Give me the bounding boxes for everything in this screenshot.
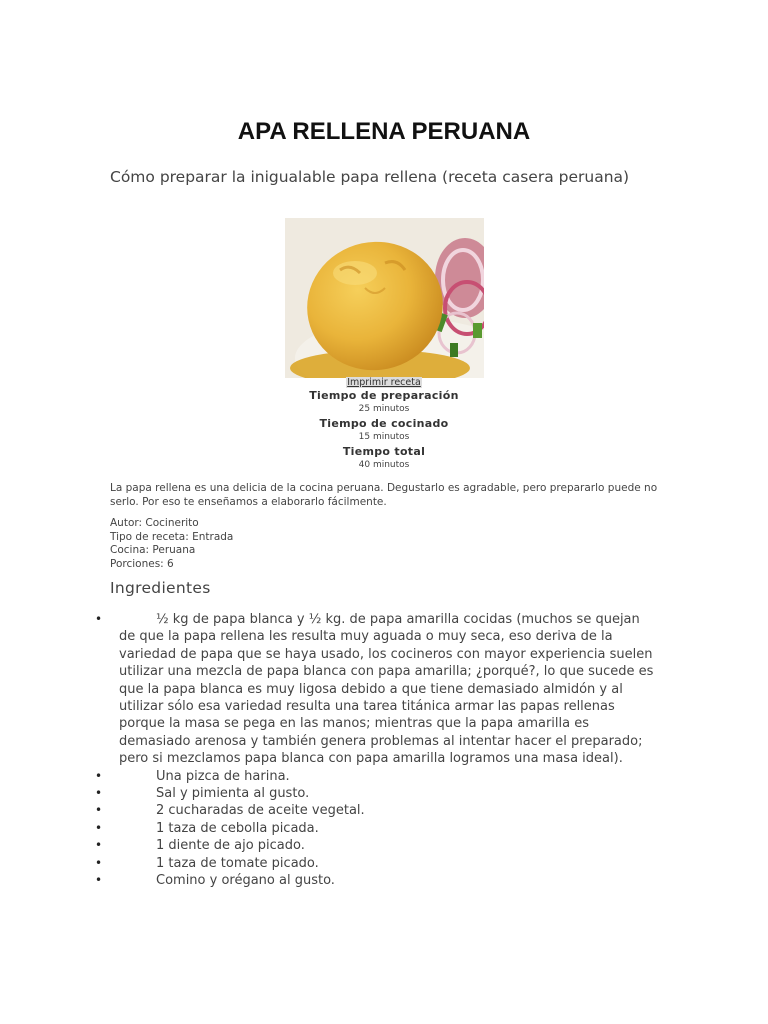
ingredient-text: 2 cucharadas de aceite vegetal.: [156, 803, 365, 819]
ingredients-heading: Ingredientes: [110, 579, 211, 597]
recipe-cuisine: Cocina: Peruana: [110, 544, 196, 556]
prep-time: [0, 389, 768, 414]
list-item: [0, 768, 659, 785]
ingredient-text: Una pizca de harina.: [156, 768, 290, 784]
bullet-icon: •: [95, 838, 103, 853]
total-time: [0, 445, 768, 470]
list-item: [0, 802, 659, 819]
list-item: [0, 872, 659, 889]
papa-rellena-photo: [285, 218, 484, 378]
recipe-servings: Porciones: 6: [110, 557, 174, 570]
prep-time-label: Tiempo de preparación: [309, 389, 459, 402]
recipe-meta: [110, 517, 233, 571]
list-item: [0, 837, 659, 854]
ingredient-text: ½ kg de papa blanca y ½ kg. de papa amarilla cocidas (muchos se quejan de que la papa rellena les resulta muy aguada o muy seca, eso deriva de la variedad de papa que se haya usado, los cocineros con mayor experiencia suelen utilizar una mezcla de papa blanca con papa amarilla; ¿porqué?, lo que sucede es que la papa blanca es muy ligosa debido a que tiene demasiado almidón y al utilizar sólo esa variedad resulta una tarea titánica armar las papas rellenas porque la masa se pega en las manos; mientras que la papa amarilla es demasiado arenosa y también genera problemas al intentar hacer el preparado; pero si mezclamos papa blanca con papa amarilla logramos una masa ideal).: [119, 612, 654, 767]
cook-time: [0, 417, 768, 442]
prep-time-value: 25 minutos: [358, 404, 410, 414]
list-item: [0, 785, 659, 802]
recipe-intro: La papa rellena es una delicia de la cocina peruana. Degustarlo es agradable, pero prepararlo puede no serlo. Por eso te enseñamos a elaborarlo fácilmente.: [110, 482, 658, 508]
list-item: [0, 820, 659, 837]
bullet-icon: •: [95, 786, 103, 801]
total-time-value: 40 minutos: [358, 460, 410, 470]
bullet-icon: •: [95, 855, 103, 870]
ingredients-list: [0, 611, 768, 890]
cook-time-label: Tiempo de cocinado: [319, 417, 449, 430]
list-item: [0, 855, 659, 872]
print-recipe-label[interactable]: Imprimir receta: [347, 377, 421, 388]
recipe-author: Autor: Cocinerito: [110, 517, 199, 529]
bullet-icon: •: [95, 768, 103, 783]
recipe-subtitle: Cómo preparar la inigualable papa rellena (receta casera peruana): [110, 168, 630, 186]
recipe-type: Tipo de receta: Entrada: [110, 530, 234, 543]
ingredient-text: 1 taza de tomate picado.: [156, 855, 319, 871]
cook-time-value: 15 minutos: [358, 432, 410, 442]
ingredient-text: Sal y pimienta al gusto.: [156, 786, 310, 802]
page-title: APA RELLENA PERUANA: [237, 118, 531, 145]
bullet-icon: •: [95, 820, 103, 835]
list-item: [0, 611, 659, 768]
bullet-icon: •: [95, 612, 103, 626]
print-recipe-link[interactable]: [0, 377, 768, 388]
bullet-icon: •: [95, 873, 103, 888]
ingredient-text: Comino y orégano al gusto.: [156, 873, 335, 889]
bullet-icon: •: [95, 803, 103, 818]
total-time-label: Tiempo total: [342, 445, 426, 458]
ingredient-text: 1 diente de ajo picado.: [156, 838, 305, 854]
ingredient-text: 1 taza de cebolla picada.: [156, 820, 319, 836]
